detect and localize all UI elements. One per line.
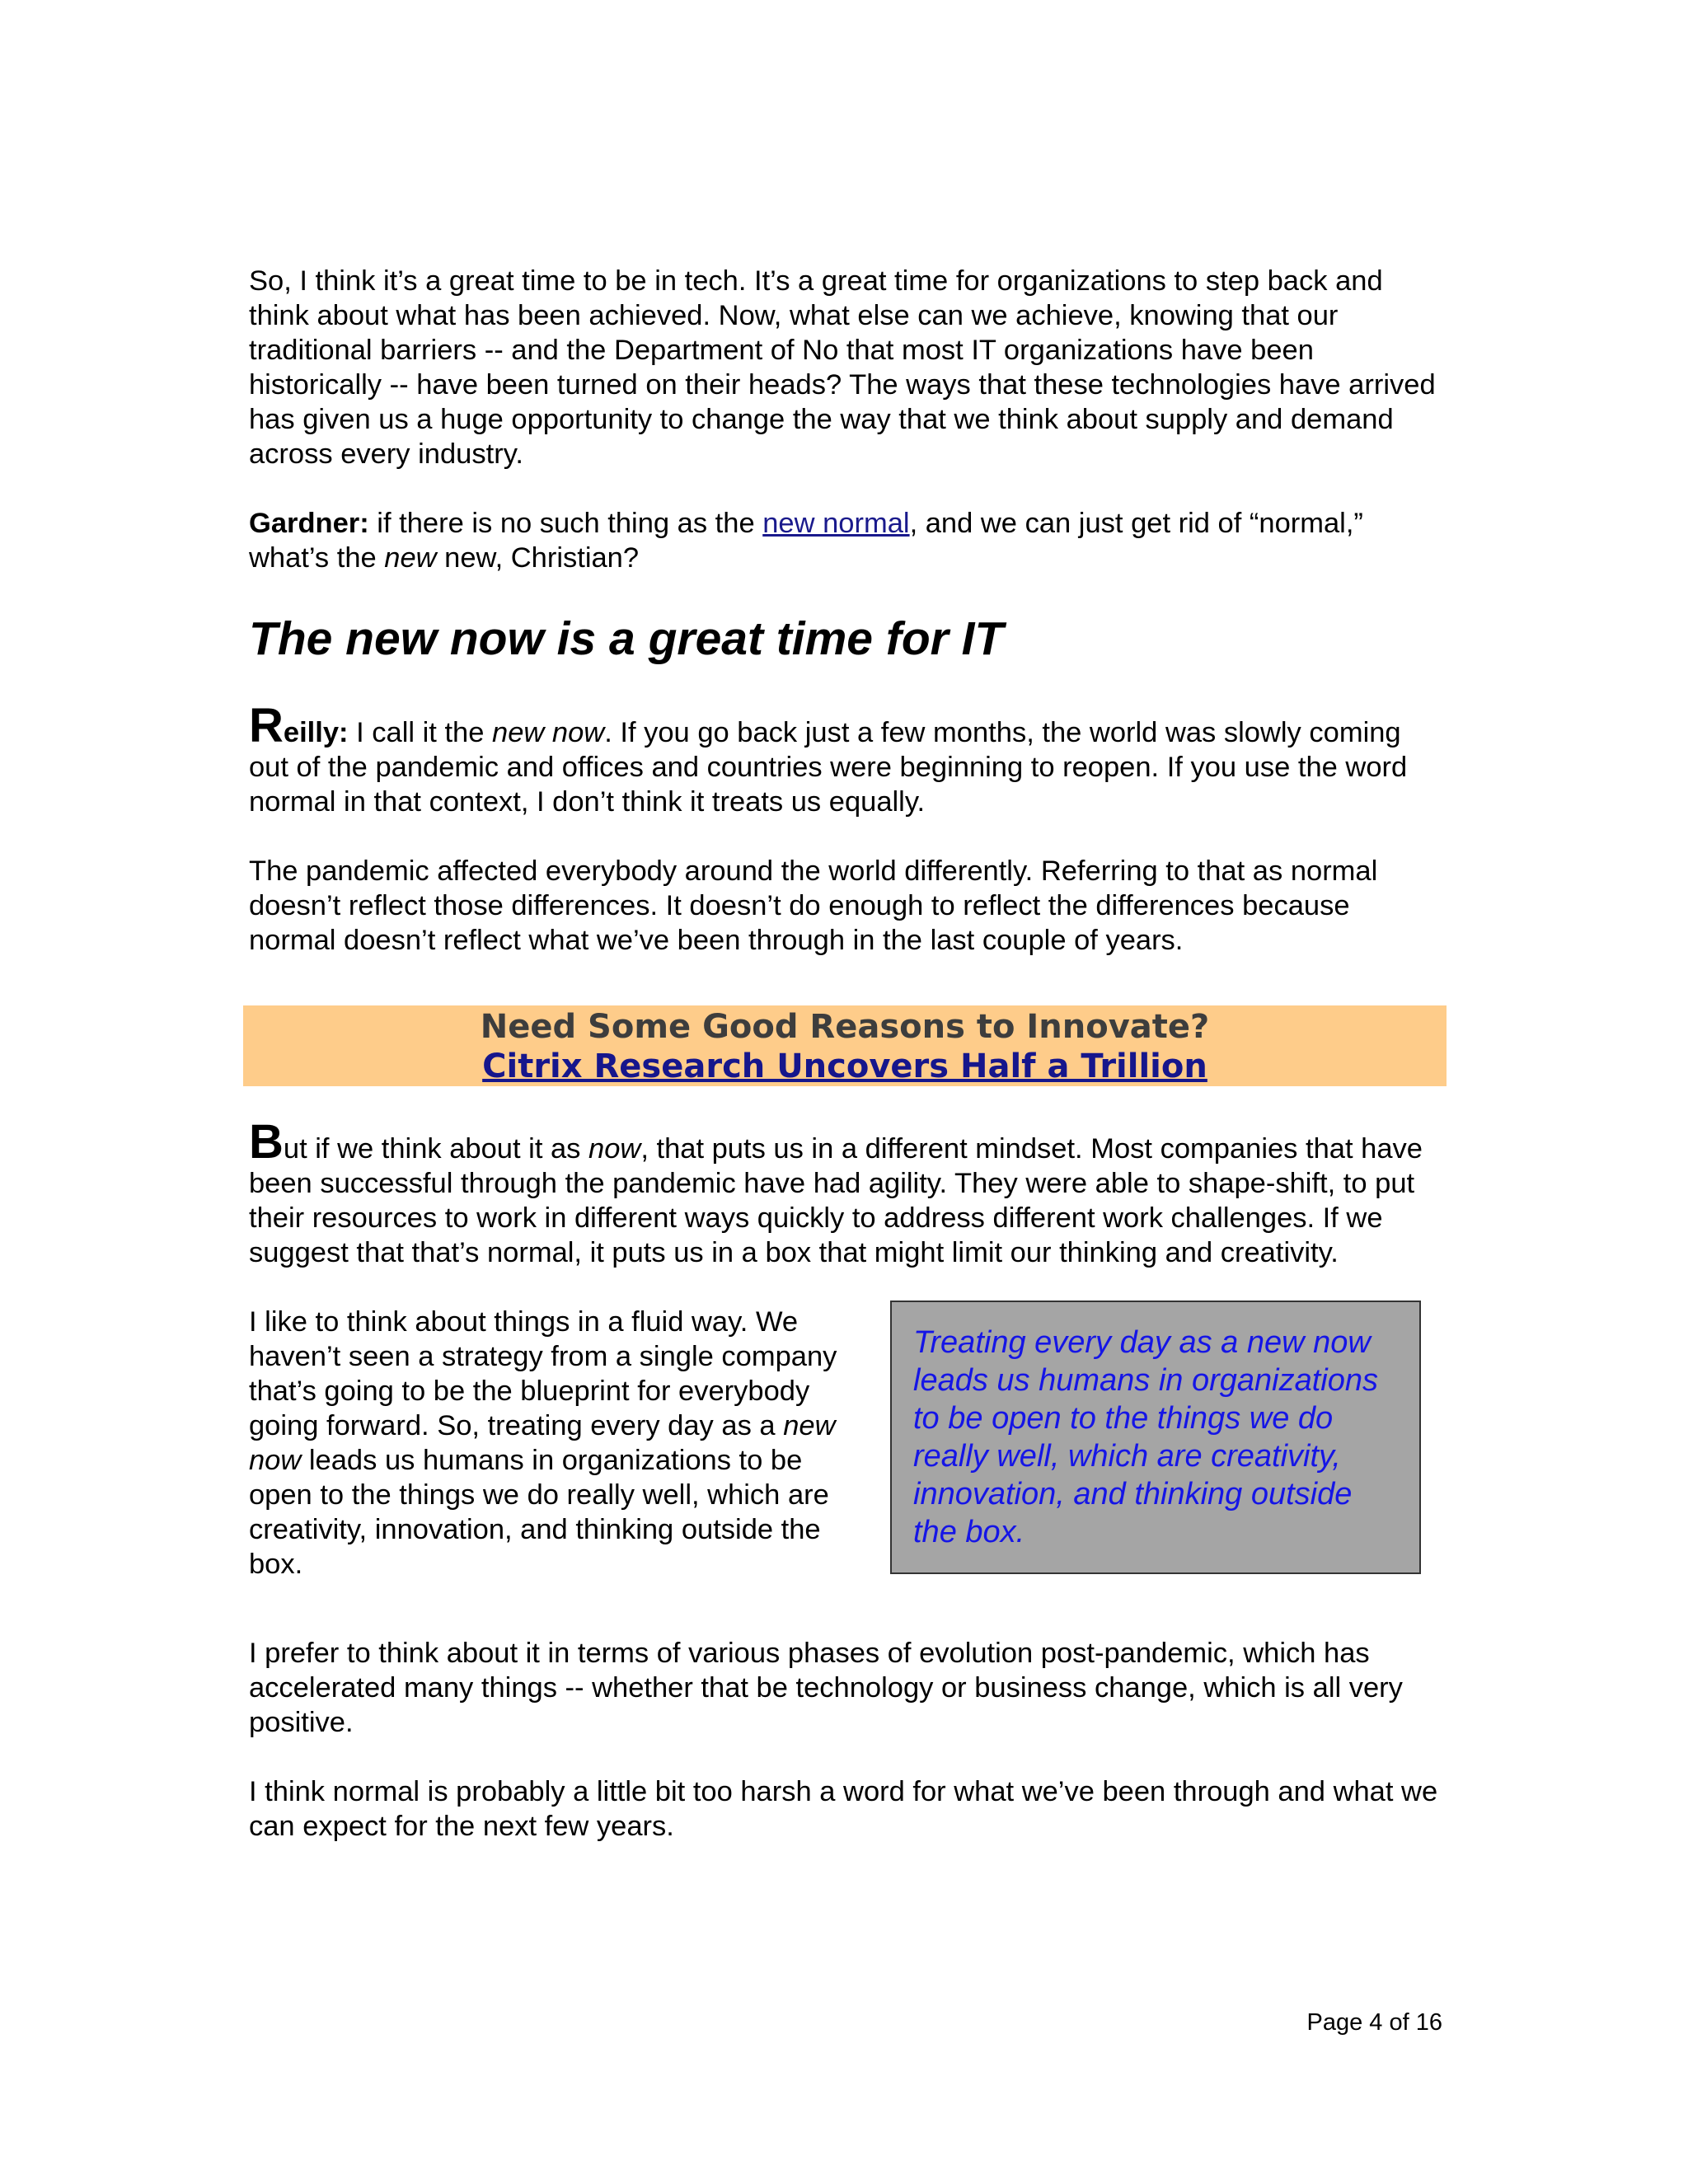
- paragraph-5-text-b: , that puts us in a different mindset. Most companies that have been successful through the pandemic have had agility. They were able to shape-shift, to put their resources to work in different ways quickly to address different work challenges. If we suggest that that’s normal, it puts us in a box that might limit our thinking and creativity.: [249, 1133, 1423, 1268]
- paragraph-2-text-c: new, Christian?: [436, 542, 640, 574]
- paragraph-3-text-a: I call it the: [348, 717, 493, 748]
- paragraph-3-italic: new now: [492, 717, 605, 748]
- section-heading: The new now is a great time for IT: [249, 612, 1004, 665]
- promo-title: Need Some Good Reasons to Innovate?: [480, 1008, 1210, 1046]
- paragraph-6: [249, 1305, 859, 1582]
- paragraph-6-italic: new now: [249, 1410, 836, 1476]
- paragraph-7: I prefer to think about it in terms of various phases of evolution post-pandemic, which has accelerated many things -- whether that be technology or business change, which is all very positive.: [249, 1638, 1403, 1738]
- speaker-gardner: Gardner:: [249, 508, 369, 539]
- paragraph-4: The pandemic affected everybody around the world differently. Referring to that as normal doesn’t reflect those differences. It doesn’t do enough to reflect the differences because normal doesn’t reflect what we’ve been through in the last couple of years.: [249, 855, 1378, 956]
- paragraph-5-italic: now: [588, 1133, 641, 1165]
- new-normal-link[interactable]: new normal: [762, 508, 910, 539]
- article-body-continued: [249, 1115, 1444, 1878]
- article-body: [249, 264, 1444, 992]
- drop-cap-r: R: [249, 699, 284, 752]
- speaker-reilly: eilly:: [283, 717, 349, 748]
- paragraph-8: I think normal is probably a little bit too harsh a word for what we’ve been through and what we can expect for the next few years.: [249, 1776, 1438, 1842]
- paragraph-1: So, I think it’s a great time to be in tech. It’s a great time for organizations to step back and think about what has been achieved. Now, what else can we achieve, knowing that our traditional barriers -- and the Department of No that most IT organizations have been historically -- have been turned on their heads? The ways that these technologies have arrived has given us a huge opportunity to change the way that we think about supply and demand across every industry.: [249, 265, 1436, 470]
- promo-link[interactable]: Citrix Research Uncovers Half a Trillion: [482, 1047, 1207, 1085]
- page-number: Page 4 of 16: [1306, 2009, 1442, 2036]
- paragraph-2-italic: new: [384, 542, 437, 574]
- paragraph-with-pullquote: [249, 1305, 1444, 1601]
- paragraph-5-text-a: ut if we think about it as: [283, 1133, 589, 1165]
- drop-cap-b: B: [249, 1115, 284, 1169]
- promo-banner: [243, 1005, 1447, 1086]
- paragraph-6-text-b: leads us humans in organizations to be open to the things we do really well, which are creativity, innovation, and thinking outside the box.: [249, 1445, 829, 1580]
- paragraph-2-text-a: if there is no such thing as the: [368, 508, 763, 539]
- paragraph-6-text-a: I like to think about things in a fluid way. We haven’t seen a strategy from a single company that’s going to be the blueprint for everybody going forward. So, treating every day as a: [249, 1306, 837, 1441]
- paragraph-3: [249, 699, 1444, 819]
- paragraph-3-text-b: . If you go back just a few months, the world was slowly coming out of the pandemic and offices and countries were beginning to reopen. If you use the word normal in that context, I don’t think it treats us equally.: [249, 717, 1408, 818]
- paragraph-2: [249, 506, 1444, 575]
- paragraph-5: [249, 1115, 1444, 1270]
- paragraph-2-text-b: , and we can just get rid of “normal,” what’s the: [249, 508, 1363, 574]
- pull-quote-box: Treating every day as a new now leads us humans in organizations to be open to the things we do really well, which are creativity, innovation, and thinking outside the box.: [890, 1301, 1421, 1574]
